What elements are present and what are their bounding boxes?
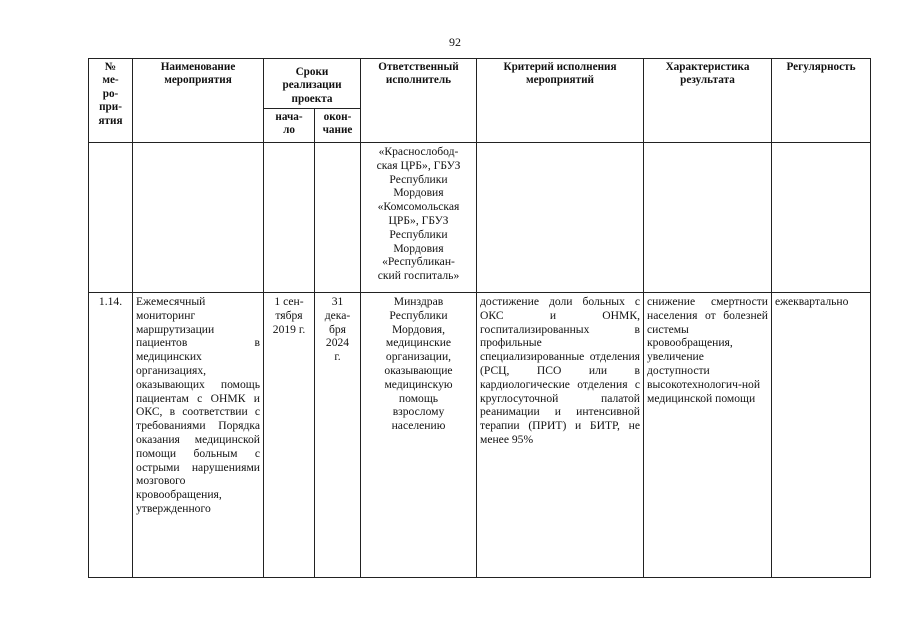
row-regularity: ежеквартально — [772, 293, 871, 578]
header-criterion: Критерий исполнения мероприятий — [477, 59, 644, 143]
header-start: нача- ло — [264, 109, 315, 143]
row-result: снижение смертности населения от болезней системы кровообращения, увеличение доступности высокотехнологич-ной медицинской помощи — [644, 293, 772, 578]
header-end: окон- чание — [315, 109, 361, 143]
header-name: Наименование мероприятия — [133, 59, 264, 143]
row-responsible: Минздрав Республики Мордовия, медицинские организации, оказывающие медицинскую помощь взрослому населению — [361, 293, 477, 578]
row-start: 1 сен- тября 2019 г. — [264, 293, 315, 578]
row-num: 1.14. — [89, 293, 133, 578]
row-name: Ежемесячный мониторинг маршрутизации пациентов в медицинских организациях, оказывающих помощь пациентам с ОНМК и ОКС, в соответствии с требованиями Порядка оказания медицинской помощи больным с острыми нарушениями мозгового кровообращения, утвержденного — [133, 293, 264, 578]
header-responsible: Ответственный исполнитель — [361, 59, 477, 143]
header-num: № ме- ро- при- ятия — [89, 59, 133, 143]
row-criterion: достижение доли больных с ОКС и ОНМК, госпитализированных в профильные специализированные отделения (РСЦ, ПСО или в кардиологические отделения с круглосуточной палатой реанимации и интенсивной терапии (ПРИТ) и БИТР, не менее 95% — [477, 293, 644, 578]
continuation-responsible: «Краснослобод- ская ЦРБ», ГБУЗ Республики Мордовия «Комсомольская ЦРБ», ГБУЗ Республики Мордовия «Республикан- ский госпиталь» — [361, 143, 477, 293]
table-row-continuation — [89, 143, 871, 293]
header-row — [89, 59, 871, 109]
header-regularity: Регулярность — [772, 59, 871, 143]
page-number: 92 — [449, 35, 461, 49]
header-result: Характеристика результата — [644, 59, 772, 143]
events-table — [88, 58, 871, 578]
table-row — [89, 293, 871, 578]
row-end: 31 дека- бря 2024 г. — [315, 293, 361, 578]
header-terms: Сроки реализации проекта — [264, 59, 361, 109]
